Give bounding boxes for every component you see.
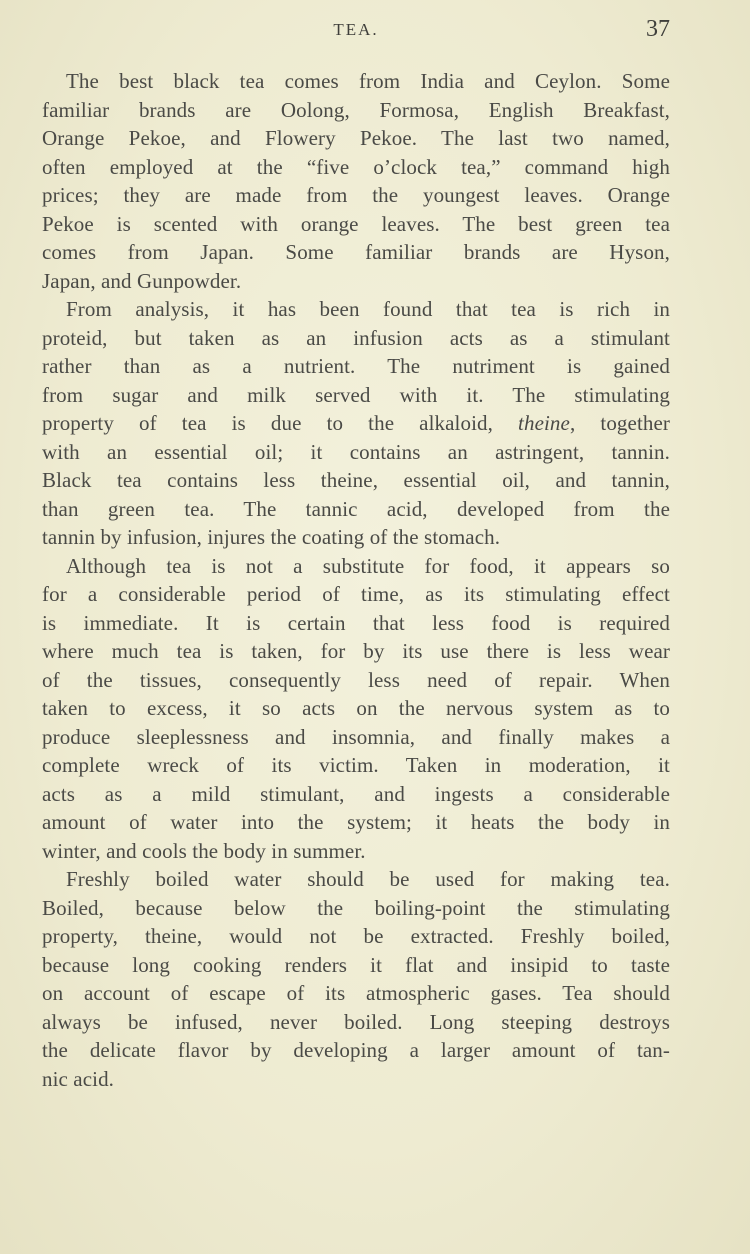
text-line: rather than as a nutrient. The nutriment is gained [42,354,670,378]
text-line: Black tea contains less theine, essential oil, and tannin, [42,468,670,492]
text-line: The best black tea comes from India and Ceylon. Some [66,69,670,93]
text-segment: , together [569,411,670,435]
text-line: is immediate. It is certain that less food is required [42,610,670,635]
text-line: Boiled, because below the boiling-point the stimulating [42,895,670,920]
text-line: often employed at the “five o’clock tea,” command high [42,154,670,179]
text-line: complete wreck of its victim. Taken in moderation, it [42,753,670,777]
text-line: familiar brands are Oolong, Formosa, English Breakfast, [42,97,670,122]
italic-term: theine [518,411,570,435]
text-line: winter, and cools the body in summer. [42,838,366,863]
text-line: acts as a mild stimulant, and ingests a considerable [42,781,670,806]
body-text [42,67,670,1093]
text-line: produce sleeplessness and insomnia, and finally makes a [42,724,670,749]
text-line: property, theine, would not be extracted. Freshly boiled, [42,924,670,948]
text-line: taken to excess, it so acts on the nervous system as to [42,696,670,720]
text-line: tannin by infusion, injures the coating of the stomach. [42,525,501,549]
text-line: proteid, but taken as an infusion acts as a stimulant [42,325,670,350]
text-line: Although tea is not a substitute for food, it appears so [66,553,670,578]
text-line: on account of escape of its atmospheric gases. Tea should [42,981,670,1005]
text-line: than green tea. The tannic acid, developed from the [42,496,670,521]
text-segment: property of tea is due to the alkaloid, [42,411,519,435]
page-number: 37 [646,16,670,42]
running-head [42,16,670,44]
text-line: Pekoe is scented with orange leaves. The best green tea [42,211,670,236]
text-line: comes from Japan. Some familiar brands are Hyson, [42,240,670,264]
book-page [42,0,670,1254]
text-line: always be infused, never boiled. Long steeping destroys [42,1009,670,1034]
text-line: because long cooking renders it flat and insipid to taste [42,952,670,977]
text-line: From analysis, it has been found that tea is rich in [66,297,670,321]
text-line: for a considerable period of time, as its stimulating effect [42,582,670,606]
text-line: nic acid. [42,1066,115,1091]
text-line: with an essential oil; it contains an astringent, tannin. [42,439,670,464]
text-line: from sugar and milk served with it. The stimulating [42,382,670,407]
text-line [42,409,670,438]
text-line: Orange Pekoe, and Flowery Pekoe. The last two named, [42,126,670,150]
text-line: the delicate flavor by developing a larger amount of tan- [42,1038,670,1062]
text-line: amount of water into the system; it heats the body in [42,810,670,834]
text-line: Japan, and Gunpowder. [42,268,242,293]
text-line: prices; they are made from the youngest leaves. Orange [42,183,670,207]
text-line: where much tea is taken, for by its use there is less wear [42,639,670,663]
text-line: of the tissues, consequently less need of repair. When [42,667,670,692]
running-title: TEA. [333,20,379,39]
text-line: Freshly boiled water should be used for making tea. [66,867,670,891]
